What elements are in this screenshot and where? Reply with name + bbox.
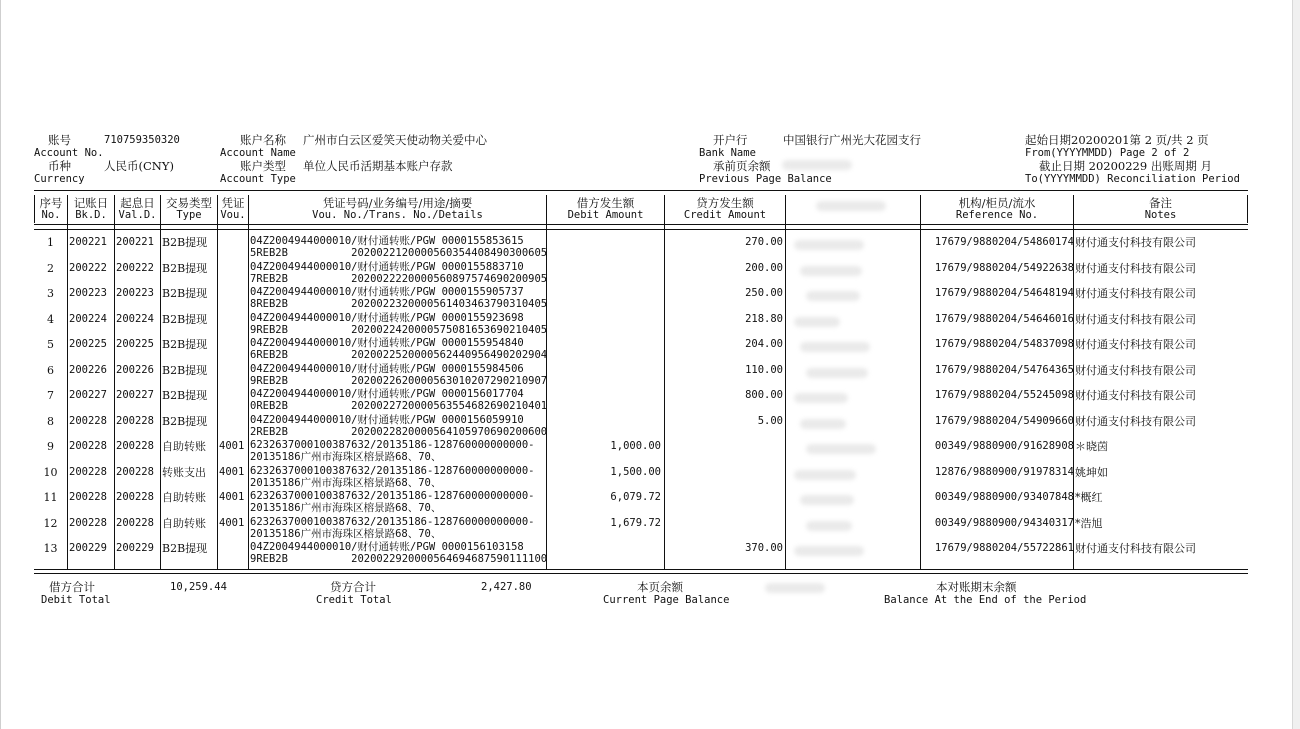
prev-balance-label-en: Previous Page Balance [699, 173, 832, 185]
redacted-balance [800, 342, 870, 352]
cell-no: 11 [43, 491, 58, 504]
page-left-edge [0, 0, 1, 729]
cell-note: 财付通支付科技有限公司 [1075, 363, 1196, 377]
redacted-header [816, 201, 886, 211]
cell-d1: 04Z2004944000010/财付通转账/PGW 0000156059910 [250, 413, 524, 426]
table-bottom-rule [34, 569, 1248, 570]
cell-d1: 04Z2004944000010/财付通转账/PGW 0000156017704 [250, 388, 524, 400]
col-header-notes-cn: 备注 [1149, 196, 1172, 210]
bank-label-cn: 开户行 [713, 133, 748, 147]
cell-ref: 17679/9880204/55722861 [934, 542, 1074, 554]
cell-note: 财付通支付科技有限公司 [1075, 542, 1196, 555]
cell-ref: 17679/9880204/54909660 [934, 414, 1074, 427]
cell-ref: 17679/9880204/54648194 [934, 287, 1074, 299]
table-row [34, 489, 1248, 515]
cell-type: B2B提现 [162, 287, 208, 300]
cell-vou: 4001 [219, 440, 245, 452]
cell-type: B2B提现 [162, 363, 208, 377]
cell-no: 13 [43, 542, 58, 555]
table-row [34, 336, 1248, 362]
cell-credit: 5.00 [757, 414, 783, 427]
cell-d1: 6232637000100387632/20135186-128760000000000- [250, 464, 535, 477]
col-header-details-en: Vou. No./Trans. No./Details [312, 209, 483, 221]
cell-note: *浩旭 [1075, 516, 1103, 530]
col-header-credit [665, 197, 785, 221]
col-header-bk [68, 197, 114, 221]
cell-d2: 20135186广州市海珠区榕景路68、70、 [250, 527, 442, 540]
cell-type: B2B提现 [162, 414, 208, 428]
col-header-type-cn: 交易类型 [166, 196, 212, 210]
cell-vou: 4001 [219, 491, 245, 503]
redacted-balance [806, 521, 852, 531]
end-balance-label-en: Balance At the End of the Period [884, 594, 1087, 606]
cell-val: 200228 [116, 414, 154, 427]
cell-val: 200222 [116, 261, 154, 274]
cell-credit: 270.00 [745, 236, 783, 248]
table-row [34, 515, 1248, 541]
cell-bk: 200228 [69, 516, 107, 529]
debit-total-label-en: Debit Total [41, 594, 111, 606]
col-header-notes [1074, 197, 1247, 221]
redacted-prev-balance [782, 160, 852, 170]
cell-bk: 200221 [69, 236, 107, 248]
cell-d2: 2REB2B 2020022820000564105970690200600 [250, 425, 548, 438]
cell-bk: 200227 [69, 389, 107, 401]
account-no-label-en: Account No. [34, 147, 104, 159]
cell-d1: 04Z2004944000010/财付通转账/PGW 0000155853615 [250, 235, 524, 247]
currency-label-en: Currency [34, 173, 85, 185]
cell-bk: 200222 [69, 261, 107, 274]
account-type-label-cn: 账户类型 [240, 159, 286, 173]
redacted-balance [806, 444, 876, 454]
cell-d2: 0REB2B 2020022720000563554682690210401 [250, 400, 548, 412]
cell-debit: 6,079.72 [610, 491, 661, 503]
cell-type: 自助转账 [162, 440, 206, 453]
end-date-line: 截止日期 20200229 出账周期 月 [1039, 159, 1212, 173]
redacted-balance [794, 546, 864, 556]
cell-note: 姚坤如 [1075, 465, 1108, 479]
cell-note: 财付通支付科技有限公司 [1075, 338, 1196, 351]
cell-debit: 1,679.72 [610, 516, 661, 529]
cell-credit: 204.00 [745, 338, 783, 350]
credit-total-value: 2,427.80 [481, 581, 532, 593]
redacted-balance [794, 240, 864, 250]
redacted-balance [800, 419, 846, 429]
page-balance-label-cn: 本页余额 [637, 580, 683, 594]
col-header-vou-en: Vou. [220, 209, 246, 221]
col-header-val-en: Val.D. [118, 209, 157, 221]
cell-no: 1 [47, 236, 54, 249]
cell-d1: 6232637000100387632/20135186-128760000000000- [250, 515, 535, 528]
table-bottom-rule-2 [34, 573, 1248, 574]
redacted-balance [806, 368, 868, 378]
bank-value: 中国银行广州光大花园支行 [783, 133, 921, 147]
cell-debit: 1,500.00 [610, 465, 661, 478]
cell-vou: 4001 [219, 465, 245, 478]
cell-d2: 9REB2B 2020022920000564694687590111100 [250, 553, 548, 565]
page-right-scroll-edge[interactable] [1292, 0, 1300, 729]
redacted-balance [794, 317, 840, 327]
cell-ref: 00349/9880900/94340317 [934, 516, 1074, 529]
cell-no: 12 [43, 516, 58, 530]
cell-note: ＊晓茵 [1075, 440, 1108, 453]
cell-d2: 6REB2B 2020022520000562440956490202904 [250, 349, 548, 361]
cell-credit: 218.80 [745, 312, 783, 325]
cell-credit: 370.00 [745, 542, 783, 554]
cell-val: 200228 [116, 465, 154, 478]
col-header-debit-cn: 借方发生额 [576, 196, 635, 210]
col-sep-11 [1247, 195, 1248, 223]
cell-d2: 8REB2B 2020022320000561403463790310405 [250, 298, 548, 310]
redacted-balance [794, 393, 848, 403]
col-header-ref [921, 197, 1073, 221]
cell-d1: 04Z2004944000010/财付通转账/PGW 0000155954840 [250, 337, 524, 349]
cell-val: 200223 [116, 287, 154, 299]
cell-d2: 5REB2B 2020022120000560354408490300605 [250, 247, 548, 259]
cell-d2: 20135186广州市海珠区榕景路68、70、 [250, 502, 442, 514]
redacted-balance [800, 495, 854, 505]
cell-val: 200229 [116, 542, 154, 554]
cell-d1: 04Z2004944000010/财付通转账/PGW 0000155883710 [250, 260, 524, 273]
cell-type: B2B提现 [162, 236, 208, 249]
cell-d1: 04Z2004944000010/财付通转账/PGW 0000155923698 [250, 311, 524, 324]
debit-total-value: 10,259.44 [170, 581, 227, 593]
credit-total-label-en: Credit Total [316, 594, 392, 606]
cell-note: *概红 [1075, 491, 1103, 504]
col-header-details [249, 197, 546, 221]
cell-no: 2 [47, 261, 54, 275]
col-header-bk-cn: 记账日 [73, 196, 109, 210]
credit-total-label-cn: 贷方合计 [330, 580, 376, 594]
col-header-no-en: No. [41, 209, 61, 221]
col-header-notes-en: Notes [1144, 209, 1177, 221]
cell-d1: 6232637000100387632/20135186-128760000000000- [250, 490, 535, 502]
col-header-bk-en: Bk.D. [75, 209, 107, 221]
table-row [34, 285, 1248, 311]
col-header-no [35, 197, 67, 221]
cell-d2: 20135186广州市海珠区榕景路68、70、 [250, 451, 442, 463]
account-no-value: 710759350320 [104, 134, 180, 146]
cell-ref: 17679/9880204/54837098 [934, 338, 1074, 350]
cell-val: 200226 [116, 363, 154, 376]
cell-bk: 200229 [69, 542, 107, 554]
account-type-value: 单位人民币活期基本账户存款 [303, 159, 453, 173]
cell-no: 8 [47, 414, 54, 428]
cell-d1: 6232637000100387632/20135186-128760000000000- [250, 439, 535, 451]
cell-bk: 200228 [69, 491, 107, 503]
page-balance-label-en: Current Page Balance [603, 594, 730, 606]
col-header-type [161, 197, 217, 221]
table-row [34, 464, 1248, 490]
cell-ref: 17679/9880204/54764365 [934, 363, 1074, 376]
cell-ref: 00349/9880900/91628908 [934, 440, 1074, 452]
prev-balance-label-cn: 承前页余额 [713, 159, 771, 173]
cell-type: B2B提现 [162, 338, 208, 351]
cell-d1: 04Z2004944000010/财付通转账/PGW 0000156103158 [250, 541, 524, 553]
currency-label-cn: 币种 [48, 159, 71, 173]
col-header-no-cn: 序号 [39, 196, 63, 210]
col-header-debit [547, 197, 664, 221]
table-row [34, 438, 1248, 464]
col-header-val [115, 197, 160, 221]
cell-type: 转账支出 [162, 465, 206, 479]
cell-note: 财付通支付科技有限公司 [1075, 236, 1196, 249]
cell-note: 财付通支付科技有限公司 [1075, 261, 1196, 275]
cell-d2: 9REB2B 2020022420000575081653690210405 [250, 323, 548, 336]
cell-vou: 4001 [219, 516, 245, 529]
cell-d1: 04Z2004944000010/财付通转账/PGW 0000155905737 [250, 286, 524, 298]
table-row [34, 260, 1248, 286]
cell-val: 200225 [116, 338, 154, 350]
cell-bk: 200228 [69, 414, 107, 427]
cell-ref: 00349/9880900/93407848 [934, 491, 1074, 503]
account-no-label-cn: 账号 [48, 133, 71, 147]
table-row [34, 387, 1248, 413]
cell-debit: 1,000.00 [610, 440, 661, 452]
cell-credit: 250.00 [745, 287, 783, 299]
cell-note: 财付通支付科技有限公司 [1075, 414, 1196, 428]
cell-d2: 9REB2B 2020022620000563010207290210907 [250, 374, 548, 387]
start-date-line: 起始日期20200201第 2 页/共 2 页 [1025, 133, 1209, 147]
cell-type: B2B提现 [162, 312, 208, 326]
redacted-balance [794, 470, 856, 480]
cell-no: 10 [43, 465, 58, 479]
redacted-page-balance [765, 583, 825, 593]
to-line: To(YYYYMMDD) Reconciliation Period [1025, 173, 1240, 185]
table-row [34, 540, 1248, 566]
currency-value: 人民币(CNY) [104, 159, 174, 173]
cell-note: 财付通支付科技有限公司 [1075, 389, 1196, 402]
col-header-credit-cn: 贷方发生额 [696, 196, 754, 210]
cell-credit: 110.00 [745, 363, 783, 376]
cell-no: 5 [47, 338, 54, 351]
table-row [34, 311, 1248, 337]
from-line: From(YYYYMMDD) Page 2 of 2 [1025, 147, 1190, 159]
redacted-balance [800, 266, 862, 276]
cell-note: 财付通支付科技有限公司 [1075, 287, 1196, 300]
bank-label-en: Bank Name [699, 147, 756, 159]
account-name-label-cn: 账户名称 [240, 133, 286, 147]
cell-bk: 200226 [69, 363, 107, 376]
cell-type: 自助转账 [162, 516, 206, 530]
col-header-ref-cn: 机构/柜员/流水 [958, 196, 1036, 210]
cell-bk: 200225 [69, 338, 107, 350]
cell-d2: 20135186广州市海珠区榕景路68、70、 [250, 476, 442, 489]
cell-credit: 200.00 [745, 261, 783, 274]
end-balance-label-cn: 本对账期末余额 [936, 580, 1017, 594]
table-top-rule [34, 190, 1248, 191]
cell-no: 4 [47, 312, 54, 326]
col-header-credit-en: Credit Amount [683, 209, 767, 221]
cell-ref: 17679/9880204/54922638 [934, 261, 1074, 274]
account-type-label-en: Account Type [220, 173, 296, 185]
cell-ref: 17679/9880204/54646016 [934, 312, 1074, 325]
cell-bk: 200223 [69, 287, 107, 299]
cell-type: 自助转账 [162, 491, 206, 504]
col-header-details-cn: 凭证号码/业务编号/用途/摘要 [322, 196, 473, 210]
account-name-value: 广州市白云区爱笑天使动物关爱中心 [303, 133, 487, 147]
account-name-label-en: Account Name [220, 147, 296, 159]
table-row [34, 234, 1248, 260]
col-header-vou-cn: 凭证 [221, 196, 245, 210]
col-header-type-en: Type [176, 209, 202, 221]
cell-note: 财付通支付科技有限公司 [1075, 312, 1196, 326]
col-header-vou [218, 197, 248, 221]
cell-val: 200227 [116, 389, 154, 401]
cell-type: B2B提现 [162, 542, 208, 555]
cell-val: 200228 [116, 440, 154, 452]
debit-total-label-cn: 借方合计 [49, 580, 95, 594]
cell-val: 200228 [116, 516, 154, 529]
col-header-debit-en: Debit Amount [567, 209, 644, 221]
cell-ref: 12876/9880900/91978314 [934, 465, 1074, 478]
cell-bk: 200228 [69, 465, 107, 478]
cell-type: B2B提现 [162, 261, 208, 275]
table-row [34, 413, 1248, 439]
cell-no: 3 [47, 287, 54, 300]
cell-credit: 800.00 [745, 389, 783, 401]
cell-no: 7 [47, 389, 54, 402]
redacted-balance [806, 291, 860, 301]
col-header-ref-en: Reference No. [955, 209, 1039, 221]
cell-no: 9 [47, 440, 54, 453]
cell-type: B2B提现 [162, 389, 208, 402]
cell-no: 6 [47, 363, 54, 377]
table-row [34, 362, 1248, 388]
cell-val: 200228 [116, 491, 154, 503]
cell-val: 200224 [116, 312, 154, 325]
cell-d2: 7REB2B 2020022220000560897574690200905 [250, 272, 548, 285]
cell-bk: 200228 [69, 440, 107, 452]
cell-val: 200221 [116, 236, 154, 248]
cell-ref: 17679/9880204/55245098 [934, 389, 1074, 401]
cell-d1: 04Z2004944000010/财付通转账/PGW 0000155984506 [250, 362, 524, 375]
cell-ref: 17679/9880204/54860174 [934, 236, 1074, 248]
cell-bk: 200224 [69, 312, 107, 325]
col-header-val-cn: 起息日 [120, 196, 155, 210]
